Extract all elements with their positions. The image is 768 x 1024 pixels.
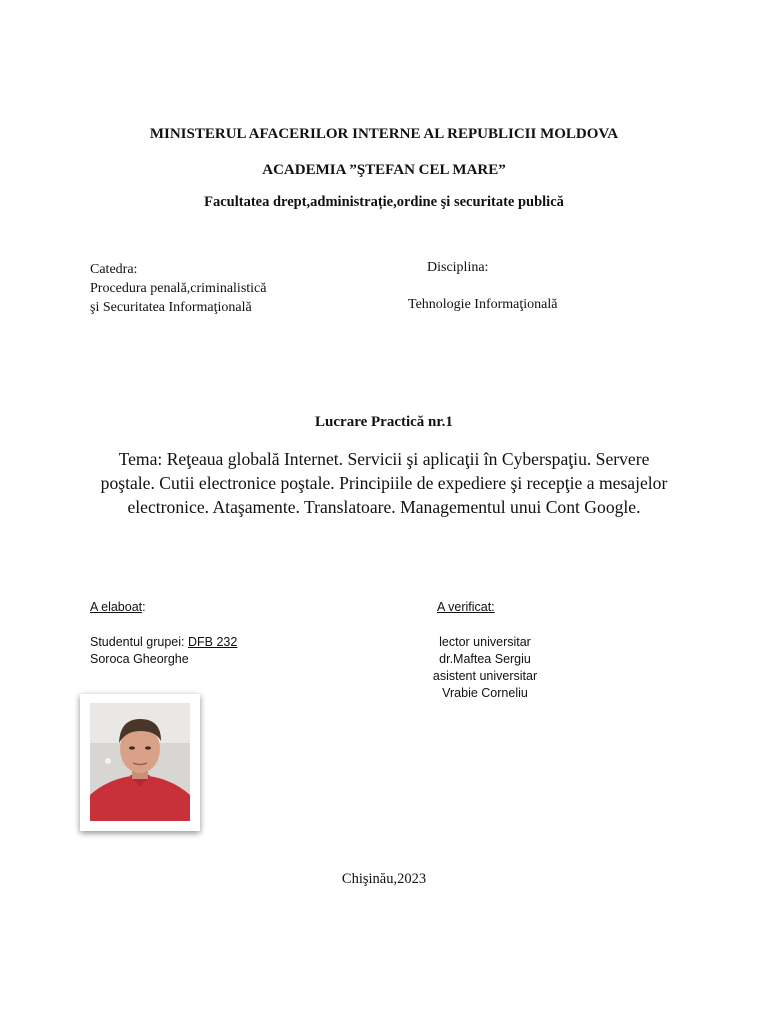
student-portrait (90, 703, 190, 821)
author-label (90, 599, 146, 616)
student-group-code: DFB 232 (188, 635, 238, 649)
faculty-title: Facultatea drept,administrație,ordine şi securitate publică (204, 194, 564, 210)
department-block (90, 260, 266, 317)
academy-title: ACADEMIA ”ŞTEFAN CEL MARE” (262, 162, 506, 178)
department-label: Catedra: (90, 262, 138, 277)
student-group-prefix: Studentul grupei: (90, 635, 188, 649)
author-label-colon: : (142, 600, 146, 614)
verifier-line-1: lector universitar (439, 635, 531, 649)
work-theme: Tema: Reţeaua globală Internet. Servicii şi aplicaţii în Cyberspaţiu. Servere poştale. Cutii electronice poştale. Principiile de expediere şi recepţie a mesajelor electronice. Ataşamente. Translatoare. Managementul unui Cont Google. (100, 449, 668, 517)
student-group-line (90, 634, 237, 651)
verifier-line-2: dr.Maftea Sergiu (439, 652, 531, 666)
student-name: Soroca Gheorghe (90, 652, 189, 666)
photo-light (105, 758, 111, 764)
verifier-line-3: asistent universitar (432, 669, 538, 683)
discipline-label: Disciplina: (427, 260, 489, 275)
ministry-title: MINISTERUL AFACERILOR INTERNE AL REPUBLICII MOLDOVA (149, 126, 619, 142)
verifier-line-4: Vrabie Corneliu (442, 686, 528, 700)
department-line-2: şi Securitatea Informaţională (90, 300, 252, 315)
discipline-value: Tehnologie Informaţională (408, 297, 558, 312)
photo-eye-right (145, 746, 151, 749)
verifier-label: A verificat: (437, 600, 495, 614)
department-line-1: Procedura penală,criminalistică (90, 281, 267, 296)
place-date: Chişinău,2023 (341, 871, 427, 887)
photo-eye-left (129, 746, 135, 749)
student-photo (80, 694, 200, 831)
work-title: Lucrare Practică nr.1 (315, 414, 453, 430)
author-label-text: A elaboat (90, 600, 143, 614)
verifier-list (410, 634, 560, 702)
